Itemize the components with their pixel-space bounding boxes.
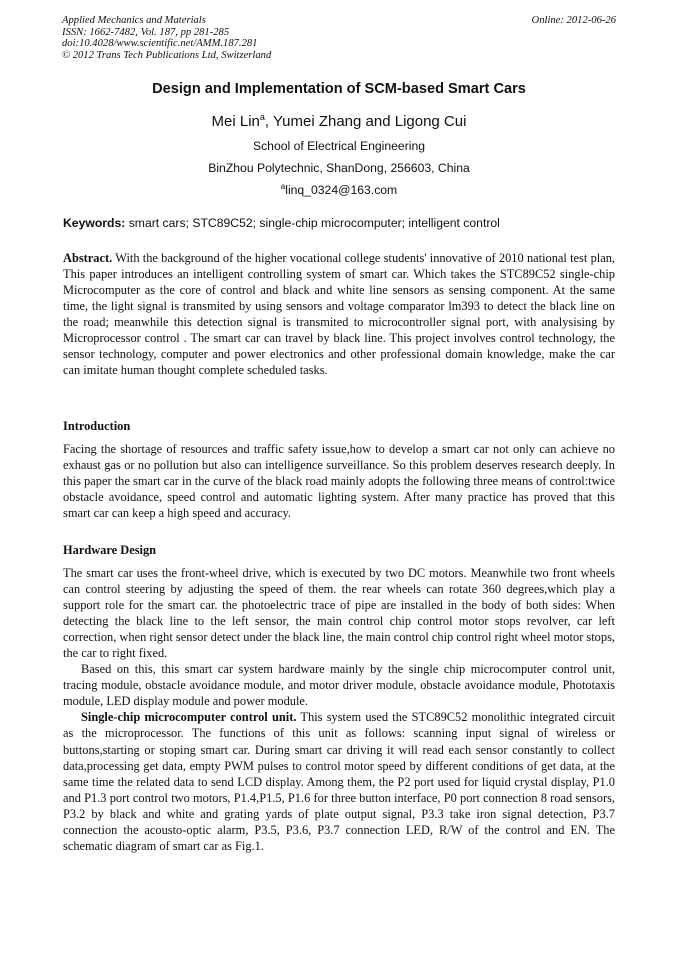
author-name: Mei Lin: [211, 113, 260, 130]
other-authors: , Yumei Zhang and Ligong Cui: [264, 113, 467, 130]
keywords-text: smart cars; STC89C52; single-chip microcomputer; intelligent control: [125, 216, 500, 230]
introduction-heading: Introduction: [63, 419, 131, 433]
abstract-block: [63, 250, 615, 378]
hardware-paragraph-1: The smart car uses the front-wheel drive, which is executed by two DC motors. Meanwhile two front wheels can control steering by adjusting the speed of them. the rear wheels can rotate 360 degrees,which play a support role for the smart car. the photoelectric trace of pipe are installed in the body of both sides: When detecting the black line to the left sensor, the main control chip control motor stops revolver, car left correction, when right sensor detect under the black line, the main control chip control right wheel motor stops, the car to right fixed.: [63, 566, 615, 661]
introduction-block: [63, 441, 615, 521]
email-superscript: a: [280, 182, 286, 191]
introduction-paragraph: Facing the shortage of resources and traffic safety issue,how to develop a smart car not only can achieve no exhaust gas or no pollution but also can intelligence surveillance. So this problem deserves research deeply. In this paper the smart car in the curve of the black road mainly adopts the following three means of control:twice obstacle avoidance, speed control and automatic lighting system. After many practice has proved that this smart car can keep a high speed and accuracy.: [63, 442, 615, 521]
hardware-paragraph-3: [63, 709, 615, 853]
control-unit-label: Single-chip microcomputer control unit.: [81, 710, 297, 725]
hardware-heading: Hardware Design: [63, 543, 157, 557]
hardware-paragraph-2: Based on this, this smart car system hardware mainly by the single chip microcomputer control unit, tracing module, obstacle avoidance module, and motor driver module, obstacle avoidance module, Phototaxis module, LED display module and power module.: [63, 662, 615, 709]
journal-copyright: © 2012 Trans Tech Publications Ltd, Switzerland: [62, 50, 272, 62]
online-date: Online: 2012-06-26: [531, 15, 616, 26]
journal-issn: ISSN: 1662-7482, Vol. 187, pp 281-285: [62, 26, 230, 38]
paper-title: Design and Implementation of SCM-based Smart Cars: [152, 81, 526, 97]
hardware-block: [63, 565, 615, 854]
journal-doi: doi:10.4028/www.scientific.net/AMM.187.281: [62, 38, 258, 50]
author-email: [0, 182, 678, 197]
control-unit-text: This system used the STC89C52 monolithic integrated circuit as the microprocessor. The functions of this unit as follows: scanning input signal of wireless or buttons,starting or stoping smart car. During smart car driving it will read each sensor constantly to collect data,processing get data, empty PWM pulses to control motor speed by different conditions of get data, at the same time the related data to send LCD display. Among them, the P2 port used for liquid crystal display, P1.0 and P1.3 port control two motors, P1.4,P1.5, P1.6 for three button interface, P0 port connection 8 road sensors, P3.2 by black and white and grating yards of plate output signal, P3.3 take iron signal detection, P3.7 connection the acousto-optic alarm, P3.5, P3.6, P3.7 connection LED, R/W of the control and EN. The schematic diagram of smart car as Fig.1.: [63, 710, 616, 853]
keywords-line: [63, 216, 617, 230]
journal-header: [62, 15, 616, 62]
abstract-paragraph: [63, 250, 615, 378]
affiliation-school: School of Electrical Engineering: [252, 139, 426, 153]
keywords-label: Keywords:: [63, 216, 126, 230]
author-superscript: a: [259, 112, 265, 122]
abstract-label: Abstract.: [63, 251, 113, 265]
email-address: linq_0324@163.com: [285, 183, 398, 198]
affiliation-institution: BinZhou Polytechnic, ShanDong, 256603, China: [208, 161, 470, 175]
abstract-text: With the background of the higher vocational college students' innovative of 2010 national test plan, This paper introduces an intelligent controlling system of smart car. Which takes the STC89C52 single-chip Microcomputer as the core of control and black and white line sensors as sensing component. At the same time, the light signal is transmited by using sensors and voltage comparator lm393 to detect the black line on the road; meanwhile this detection signal is transmited to microcontroller signal port, with analysising by Microprocessor control . The smart car can travel by black line. This project involves control technology, the sensor technology, computer and power electronics and other professional domain knowledge, make the car can imitate human thought complete scheduled tasks.: [63, 251, 615, 378]
journal-name: Applied Mechanics and Materials: [62, 15, 206, 26]
author-list: [0, 112, 678, 130]
